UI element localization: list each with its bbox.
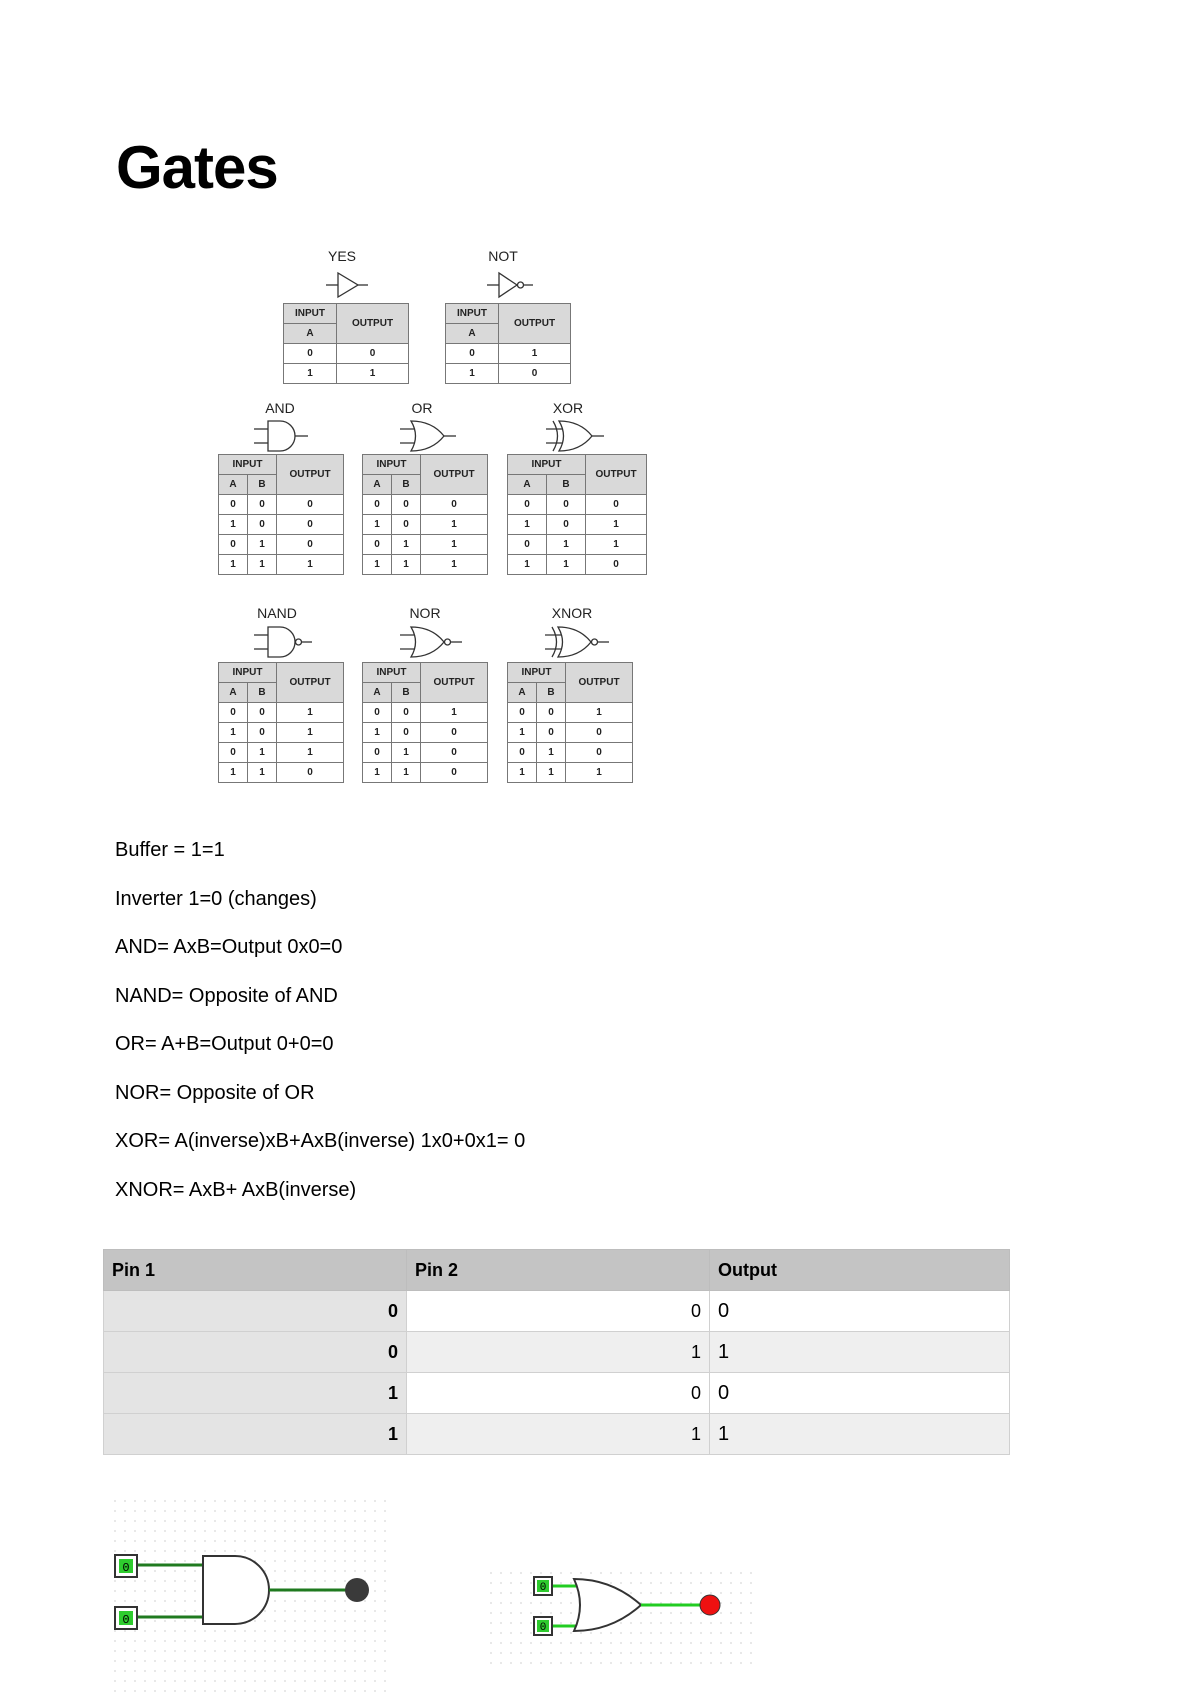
tt-output-header: OUTPUT [277, 455, 344, 495]
pin2-cell: 1 [407, 1332, 710, 1373]
tt-cell: 1 [219, 515, 248, 535]
tt-cell: 1 [337, 364, 409, 384]
tt-cell: 1 [421, 515, 488, 535]
output-pin-icon[interactable] [345, 1578, 369, 1602]
tt-cell: 1 [219, 763, 248, 783]
pin1-cell: 0 [104, 1291, 407, 1332]
tt-cell: 0 [537, 703, 566, 723]
tt-output-header: OUTPUT [421, 455, 488, 495]
truth-table-yes [283, 303, 409, 384]
tt-cell: 1 [363, 763, 392, 783]
tt-cell: 0 [421, 743, 488, 763]
truth-table-and [218, 454, 344, 575]
input-pin[interactable] [115, 1607, 137, 1629]
tt-cell: 0 [277, 515, 344, 535]
tt-col-a: A [446, 324, 499, 344]
tt-output-header: OUTPUT [421, 663, 488, 703]
tt-cell: 1 [392, 763, 421, 783]
not-gate-icon [483, 268, 535, 302]
gate-label-and: AND [265, 400, 295, 416]
tt-input-header: INPUT [363, 663, 421, 683]
tt-cell: 1 [363, 555, 392, 575]
tt-cell: 0 [508, 743, 537, 763]
note-or: OR= A+B=Output 0+0=0 [115, 1033, 334, 1055]
tt-cell: 1 [547, 535, 586, 555]
tt-cell: 1 [547, 555, 586, 575]
tt-input-header: INPUT [508, 663, 566, 683]
pin1-cell: 1 [104, 1414, 407, 1455]
tt-cell: 1 [284, 364, 337, 384]
tt-cell: 0 [363, 703, 392, 723]
tt-cell: 1 [586, 535, 647, 555]
tt-col-a: A [284, 324, 337, 344]
tt-col-a: A [219, 683, 248, 703]
tt-cell: 1 [508, 555, 547, 575]
gate-label-nand: NAND [257, 605, 297, 621]
tt-cell: 1 [537, 763, 566, 783]
table-row [104, 1373, 1010, 1414]
pin1-cell: 0 [104, 1332, 407, 1373]
note-inverter: Inverter 1=0 (changes) [115, 887, 317, 910]
and-circuit-diagram [110, 1496, 390, 1696]
tt-cell: 0 [219, 743, 248, 763]
tt-cell: 0 [392, 723, 421, 743]
truth-table-xor [507, 454, 647, 575]
tt-col-a: A [508, 683, 537, 703]
truth-table-or [362, 454, 488, 575]
tt-col-a: A [219, 475, 248, 495]
tt-col-a: A [363, 475, 392, 495]
tt-col-b: B [537, 683, 566, 703]
gate-label-or: OR [411, 400, 433, 416]
tt-cell: 0 [219, 703, 248, 723]
tt-input-header: INPUT [446, 304, 499, 324]
tt-cell: 1 [248, 535, 277, 555]
tt-cell: 0 [219, 535, 248, 555]
nand-gate-icon [250, 624, 316, 660]
tt-cell: 1 [392, 555, 421, 575]
tt-cell: 0 [363, 743, 392, 763]
xnor-gate-icon [541, 624, 615, 660]
output-cell[interactable]: 1 [710, 1414, 1010, 1455]
tt-cell: 0 [219, 495, 248, 515]
tt-cell: 1 [248, 743, 277, 763]
note-nand: NAND= Opposite of AND [115, 984, 338, 1007]
note-nor: NOR= Opposite of OR [115, 1081, 315, 1104]
tt-cell: 0 [392, 495, 421, 515]
input-pin-value: 0 [539, 1582, 547, 1594]
pin2-cell: 0 [407, 1291, 710, 1332]
tt-cell: 1 [363, 515, 392, 535]
tt-cell: 1 [508, 723, 537, 743]
xor-gate-icon [542, 418, 608, 454]
tt-cell: 0 [566, 723, 633, 743]
or-gate-icon [396, 418, 458, 454]
pin1-cell: 1 [104, 1373, 407, 1414]
input-pin-value: 0 [122, 1561, 130, 1575]
tt-cell: 1 [248, 763, 277, 783]
page-title: Gates [116, 134, 278, 201]
pin2-header: Pin 2 [407, 1250, 710, 1291]
tt-input-header: INPUT [219, 455, 277, 475]
tt-col-b: B [248, 475, 277, 495]
tt-output-header: OUTPUT [499, 304, 571, 344]
tt-cell: 1 [421, 535, 488, 555]
tt-cell: 0 [586, 495, 647, 515]
gate-label-not: NOT [488, 248, 518, 264]
tt-cell: 0 [566, 743, 633, 763]
tt-cell: 0 [277, 535, 344, 555]
tt-cell: 0 [446, 344, 499, 364]
gate-label-yes: YES [327, 248, 356, 264]
tt-cell: 1 [508, 515, 547, 535]
tt-cell: 0 [508, 703, 537, 723]
tt-cell: 1 [392, 743, 421, 763]
output-cell[interactable]: 0 [710, 1291, 1010, 1332]
gate-label-nor: NOR [409, 605, 441, 621]
output-header: Output [710, 1250, 1010, 1291]
note-and: AND= AxB=Output 0x0=0 [115, 936, 343, 958]
tt-output-header: OUTPUT [566, 663, 633, 703]
input-pin-value: 0 [122, 1613, 130, 1627]
truth-table-xnor [507, 662, 633, 783]
tt-col-b: B [248, 683, 277, 703]
pin1-header: Pin 1 [104, 1250, 407, 1291]
gate-notes [115, 836, 525, 1224]
input-pin[interactable] [534, 1577, 552, 1595]
note-xor: XOR= A(inverse)xB+AxB(inverse) 1x0+0x1= 0 [115, 1130, 526, 1152]
tt-cell: 0 [508, 535, 547, 555]
tt-cell: 1 [446, 364, 499, 384]
tt-output-header: OUTPUT [337, 304, 409, 344]
tt-cell: 0 [363, 535, 392, 555]
tt-cell: 1 [248, 555, 277, 575]
table-row [104, 1291, 1010, 1332]
tt-col-b: B [547, 475, 586, 495]
tt-cell: 1 [537, 743, 566, 763]
yes-gate-icon [322, 268, 370, 302]
tt-output-header: OUTPUT [277, 663, 344, 703]
tt-cell: 0 [547, 495, 586, 515]
tt-cell: 0 [499, 364, 571, 384]
tt-cell: 1 [277, 703, 344, 723]
tt-cell: 0 [392, 703, 421, 723]
tt-cell: 1 [421, 703, 488, 723]
tt-cell: 1 [392, 535, 421, 555]
tt-cell: 1 [499, 344, 571, 364]
tt-cell: 0 [277, 495, 344, 515]
tt-input-header: INPUT [363, 455, 421, 475]
pin2-cell: 1 [407, 1414, 710, 1455]
tt-cell: 1 [363, 723, 392, 743]
truth-table-nand [218, 662, 344, 783]
tt-cell: 1 [586, 515, 647, 535]
nor-gate-icon [396, 624, 466, 660]
tt-cell: 1 [277, 723, 344, 743]
table-row [104, 1414, 1010, 1455]
tt-cell: 1 [421, 555, 488, 575]
tt-cell: 0 [537, 723, 566, 743]
tt-col-a: A [363, 683, 392, 703]
output-cell[interactable]: 0 [710, 1373, 1010, 1414]
tt-cell: 0 [421, 763, 488, 783]
pin-output-table [103, 1249, 1010, 1455]
gate-label-xnor: XNOR [551, 605, 593, 621]
tt-cell: 1 [219, 555, 248, 575]
tt-cell: 0 [363, 495, 392, 515]
tt-cell: 1 [508, 763, 537, 783]
and-gate-icon [250, 418, 312, 454]
truth-table-nor [362, 662, 488, 783]
tt-cell: 1 [566, 703, 633, 723]
tt-cell: 0 [248, 703, 277, 723]
tt-cell: 0 [392, 515, 421, 535]
tt-cell: 0 [421, 495, 488, 515]
gate-label-xor: XOR [552, 400, 584, 416]
tt-cell: 0 [508, 495, 547, 515]
table-row [104, 1332, 1010, 1373]
pin2-cell: 0 [407, 1373, 710, 1414]
tt-cell: 0 [337, 344, 409, 364]
note-buffer: Buffer = 1=1 [115, 839, 225, 861]
tt-cell: 1 [566, 763, 633, 783]
tt-cell: 0 [277, 763, 344, 783]
output-cell[interactable]: 1 [710, 1332, 1010, 1373]
or-circuit-diagram [486, 1568, 756, 1668]
and-gate-icon[interactable] [203, 1556, 269, 1624]
tt-col-a: A [508, 475, 547, 495]
tt-cell: 1 [277, 555, 344, 575]
tt-cell: 0 [586, 555, 647, 575]
tt-cell: 0 [547, 515, 586, 535]
tt-cell: 1 [219, 723, 248, 743]
output-pin-icon[interactable] [700, 1595, 720, 1615]
tt-input-header: INPUT [284, 304, 337, 324]
note-xnor: XNOR= AxB+ AxB(inverse) [115, 1178, 357, 1201]
tt-cell: 1 [277, 743, 344, 763]
tt-cell: 0 [248, 723, 277, 743]
truth-table-not [445, 303, 571, 384]
tt-output-header: OUTPUT [586, 455, 647, 495]
tt-cell: 0 [284, 344, 337, 364]
input-pin[interactable] [534, 1617, 552, 1635]
tt-cell: 0 [248, 515, 277, 535]
tt-cell: 0 [248, 495, 277, 515]
tt-input-header: INPUT [508, 455, 586, 475]
tt-cell: 0 [421, 723, 488, 743]
input-pin-value: 0 [539, 1622, 547, 1634]
tt-col-b: B [392, 475, 421, 495]
tt-col-b: B [392, 683, 421, 703]
tt-input-header: INPUT [219, 663, 277, 683]
input-pin[interactable] [115, 1555, 137, 1577]
